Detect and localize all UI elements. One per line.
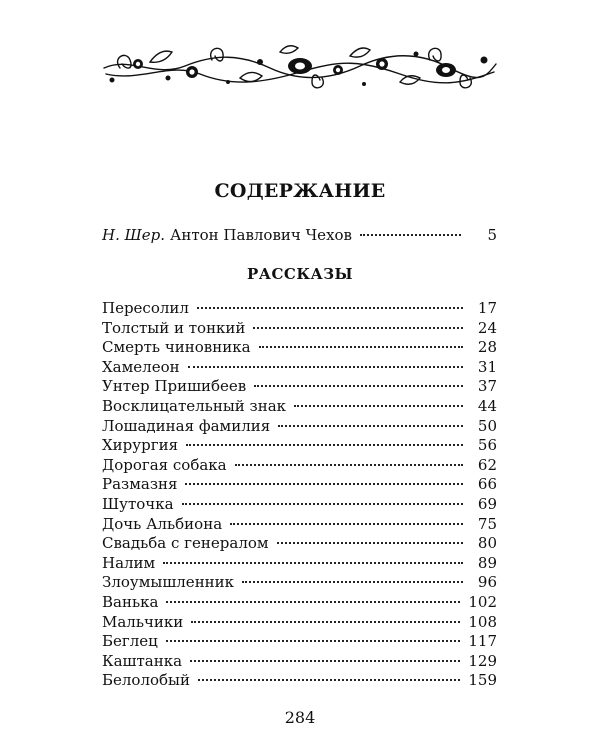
toc-entry-page-number: 96	[477, 573, 497, 592]
dot-leader	[186, 444, 463, 446]
toc-entry-title: Дочь Альбиона	[102, 514, 223, 533]
toc-entry[interactable]	[102, 554, 497, 574]
intro-author: Н. Шер.	[102, 226, 165, 244]
toc-entry[interactable]	[102, 593, 497, 613]
toc-entry-title: Хамелеон	[102, 357, 180, 376]
toc-entry-page-number: 108	[468, 612, 497, 631]
toc-entry[interactable]	[102, 495, 497, 515]
dot-leader	[166, 601, 460, 603]
toc-entry[interactable]	[102, 319, 497, 339]
toc-entry-page-number: 89	[477, 553, 497, 572]
toc-entry[interactable]	[102, 573, 497, 593]
toc-entry-page-number: 129	[468, 651, 497, 670]
toc-entry-page-number: 44	[477, 396, 497, 415]
dot-leader	[230, 523, 463, 525]
stories-list	[102, 299, 497, 691]
toc-entry[interactable]	[102, 475, 497, 495]
dot-leader	[191, 621, 460, 623]
toc-entry-page-number: 75	[477, 514, 497, 533]
intro-title: Антон Павлович Чехов	[169, 226, 352, 244]
toc-entry-title: Мальчики	[102, 612, 184, 631]
toc-entry-title: Смерть чиновника	[102, 338, 251, 357]
toc-entry-page-number: 56	[477, 436, 497, 455]
section-heading: РАССКАЗЫ	[246, 265, 354, 283]
toc-entry-page-number: 62	[477, 455, 497, 474]
toc-entry-title: Каштанка	[102, 651, 183, 670]
toc-entry-title: Шуточка	[102, 494, 174, 513]
dot-leader	[242, 581, 463, 583]
toc-entry-page-number: 80	[477, 534, 497, 553]
toc-entry[interactable]	[102, 417, 497, 437]
toc-entry-page-number: 66	[477, 475, 497, 494]
toc-entry-page-number: 24	[477, 318, 497, 337]
page-number: 284	[284, 708, 316, 727]
toc-entry-page-number: 117	[468, 632, 497, 651]
toc-entry-page-number: 31	[477, 357, 497, 376]
toc-entry-page-number: 69	[477, 494, 497, 513]
toc-entry[interactable]	[102, 534, 497, 554]
toc-entry-title: Белолобый	[102, 671, 190, 690]
toc-entry-title: Толстый и тонкий	[102, 318, 246, 337]
dot-leader	[188, 366, 463, 368]
toc-entry[interactable]	[102, 671, 497, 691]
toc-entry-page-number: 50	[477, 416, 497, 435]
toc-entry-title: Беглец	[102, 632, 158, 651]
toc-entry-title: Налим	[102, 553, 156, 572]
dot-leader	[198, 679, 460, 681]
toc-entry-title: Размазня	[102, 475, 178, 494]
dot-leader	[278, 425, 463, 427]
toc-entry[interactable]	[102, 632, 497, 652]
toc-entry-page-number: 102	[468, 592, 497, 611]
dot-leader	[197, 307, 463, 309]
toc-entry[interactable]	[102, 613, 497, 633]
floral-vine-icon	[100, 38, 500, 90]
intro-page-number: 5	[487, 226, 497, 244]
toc-entry-title: Дорогая собака	[102, 455, 227, 474]
toc-entry[interactable]	[102, 377, 497, 397]
toc-entry[interactable]	[102, 397, 497, 417]
dot-leader	[360, 234, 461, 236]
toc-entry-page-number: 17	[477, 299, 497, 317]
toc-entry[interactable]	[102, 338, 497, 358]
contents-title: СОДЕРЖАНИЕ	[214, 180, 386, 202]
dot-leader	[166, 640, 461, 642]
toc-entry-page-number: 159	[468, 671, 497, 690]
toc-entry[interactable]	[102, 358, 497, 378]
toc-entry-title: Злоумышленник	[102, 573, 235, 592]
toc-entry-page-number: 28	[477, 338, 497, 357]
dot-leader	[253, 327, 463, 329]
dot-leader	[190, 660, 460, 662]
toc-entry-title: Унтер Пришибеев	[102, 377, 247, 396]
toc-entry[interactable]	[102, 515, 497, 535]
dot-leader	[163, 562, 463, 564]
toc-entry-title: Свадьба с генералом	[102, 534, 269, 553]
toc-entry-title: Ванька	[102, 592, 159, 611]
toc-entry-title: Хирургия	[102, 436, 179, 455]
dot-leader	[294, 405, 463, 407]
toc-entry-title: Восклицательный знак	[102, 396, 287, 415]
toc-entry-page-number: 37	[477, 377, 497, 396]
toc-entry[interactable]	[102, 436, 497, 456]
dot-leader	[259, 346, 463, 348]
toc-entry[interactable]	[102, 456, 497, 476]
dot-leader	[185, 483, 463, 485]
toc-entry[interactable]	[102, 652, 497, 672]
dot-leader	[182, 503, 463, 505]
toc-entry[interactable]	[102, 299, 497, 319]
dot-leader	[254, 385, 463, 387]
dot-leader	[235, 464, 463, 466]
toc-entry-title: Лошадиная фамилия	[102, 416, 271, 435]
toc-entry-title: Пересолил	[102, 299, 189, 317]
intro-entry[interactable]	[102, 226, 497, 244]
dot-leader	[277, 542, 463, 544]
